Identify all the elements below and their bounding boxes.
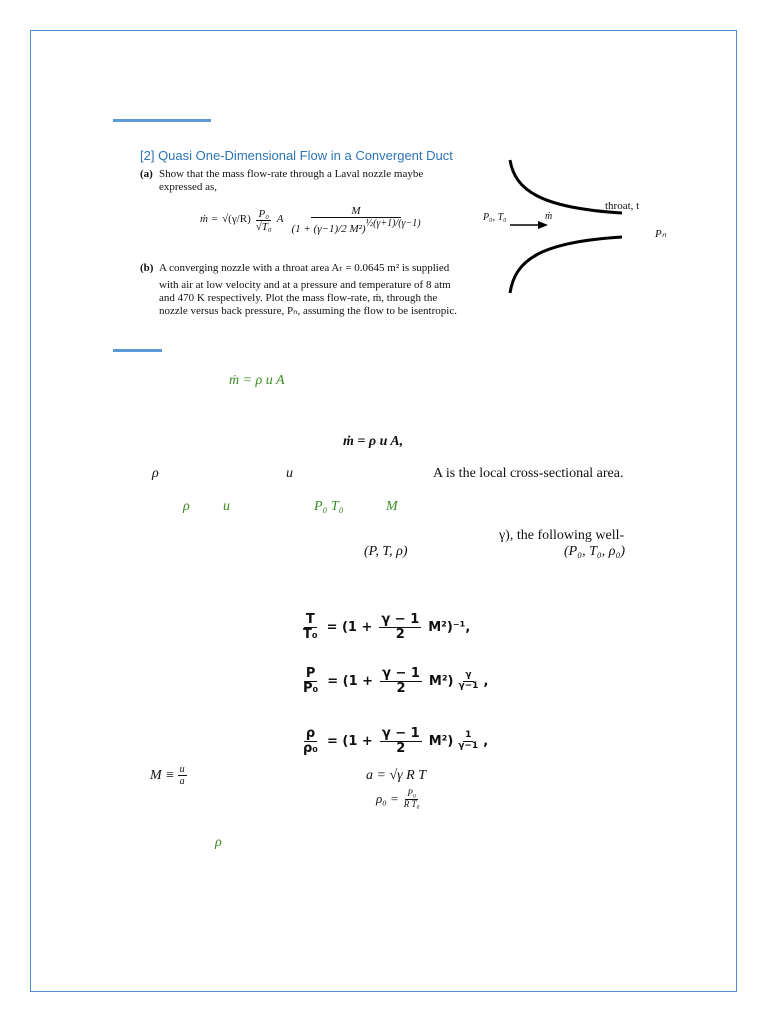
part-a-line2: expressed as, [159,181,218,193]
formula-mdot: ṁ = [200,213,219,226]
back-pressure-label: Pₙ [655,228,667,240]
formula-a: A [276,213,284,226]
bold-mass-flow-eq: ṁ = ρ u A, [343,434,404,449]
isentropic-pressure-eq: $\frac{P}{\text{P₀}}$ = (1 + $\frac{\gamma - 1}{2}$ M²) $\frac{\gamma}{\gamma-1}$ , [303,666,489,697]
inlet-label: P₀, T₀ [483,212,507,223]
mach-definition: M ≡ $\frac{u}{a}$ [150,764,185,787]
green-rho: ρ [183,499,190,514]
nozzle-diagram [470,150,700,300]
part-b-line1: A converging nozzle with a throat area Aₜ = 0.0645 m² is supplied [159,262,450,274]
stagnation-density-definition: ρ₀ = $\frac{\text{P₀}}{\text{R T₀}}$ [376,788,420,809]
formula-m-over-denominator: $\frac{M}{\text{(1 + (γ−1)/2 M²)½(γ+1)/(γ−1)}}$ [291,205,421,236]
isentropic-temperature-eq: $\frac{T}{\text{T₀}}$ = (1 + $\frac{\gamma - 1}{2}$ M²)⁻¹, [303,612,471,643]
u-symbol: u [286,466,293,481]
area-text: A is the local cross-sectional area. [433,466,624,481]
sound-speed-definition: a = √γ R T [366,768,426,783]
gamma-well-text: γ), the following well- [499,528,625,543]
problem-title: [2] Quasi One-Dimensional Flow in a Convergent Duct [140,148,453,163]
part-b-line2: with air at low velocity and at a pressure and temperature of 8 atm [159,279,451,291]
mass-flow-formula [200,205,426,235]
ptr0-tuple: (P₀, T₀, ρ₀) [564,544,625,559]
throat-label: throat, t [605,200,640,212]
green-p0-t0: P₀ T₀ [314,499,344,514]
flow-label: ṁ [545,211,553,222]
green-u: u [223,499,230,514]
formula-gamma-r: √(γ/R) [222,213,251,226]
green-rho-bottom: ρ [215,835,222,850]
nozzle-lower-wall [510,237,622,293]
part-b-label: (b) [140,262,154,274]
formula-p0-over-sqrt-t0: $\frac{\text{P₀}}{\text{√T₀}}$ [255,207,272,233]
isentropic-density-eq: $\frac{\rho}{\text{ρ₀}}$ = (1 + $\frac{\gamma - 1}{2}$ M²) $\frac{1}{\gamma-1}$ , [303,726,489,757]
rho-symbol: ρ [152,466,159,481]
part-b-line3: and 470 K respectively. Plot the mass flow-rate, ṁ, through the [159,292,438,304]
section-rule-top [113,119,211,122]
part-b-line4: nozzle versus back pressure, Pₙ, assuming the flow to be isentropic. [159,305,457,317]
ptr-tuple: (P, T, ρ) [364,544,408,559]
part-a-label: (a) [140,168,153,180]
green-m: M [386,499,398,514]
part-a-line1: Show that the mass flow-rate through a Laval nozzle maybe [159,168,424,180]
section-rule-mid [113,349,162,352]
green-mass-flow-eq: ṁ = ρ u A [229,373,285,388]
